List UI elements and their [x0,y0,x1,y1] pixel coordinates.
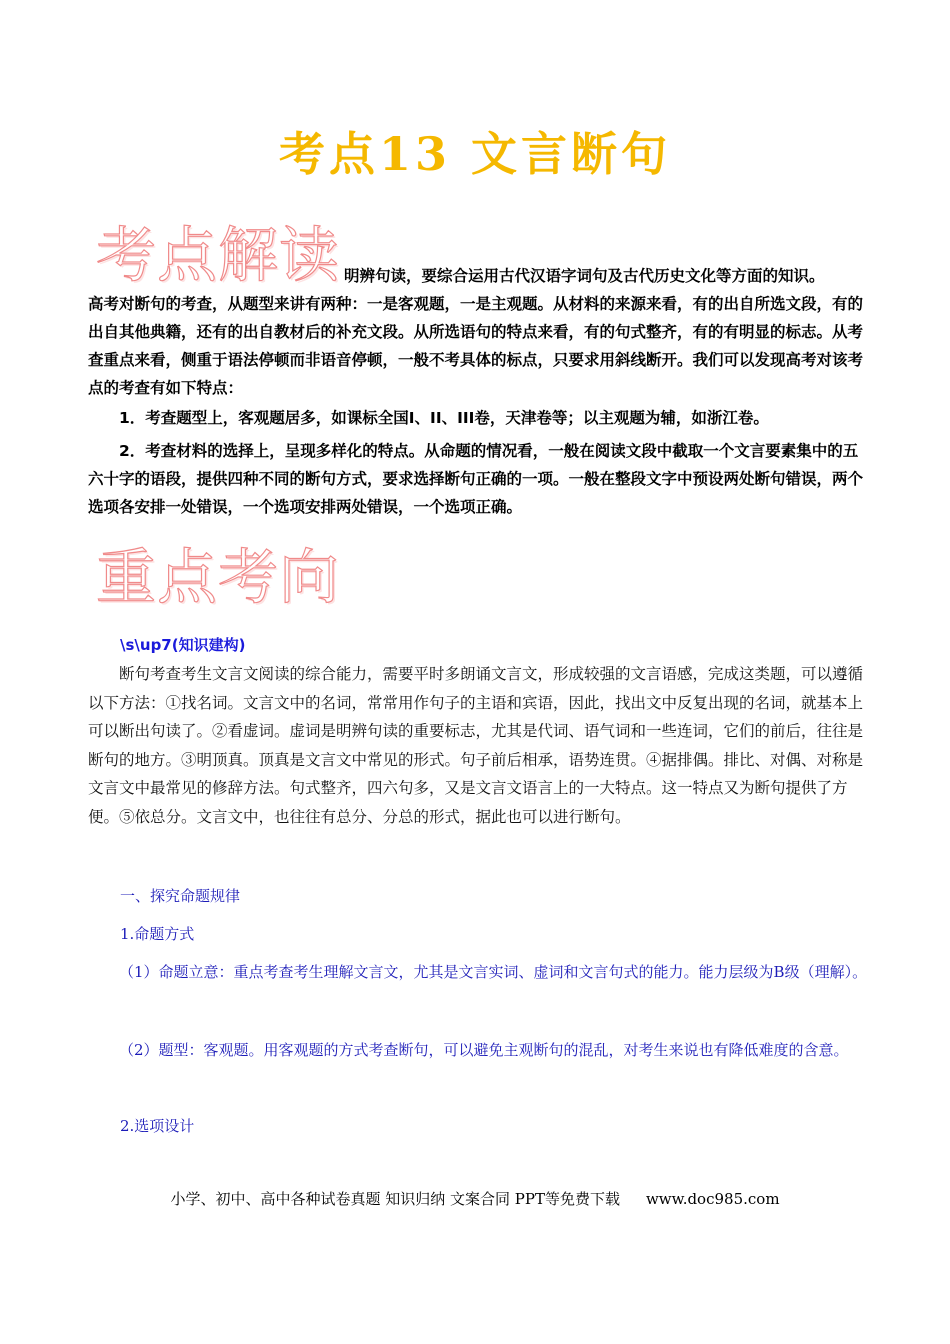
section-stamp-interpretation: 考点解读 [96,221,340,291]
footer-url[interactable]: www.doc985.com [645,1190,780,1208]
knowledge-heading: \s\up7(知识建构) [120,636,246,654]
footer [0,1188,950,1209]
point-1: 1．考查题型上，客观题居多，如课标全国I、II、III卷，天津卷等；以主观题为辅，如浙江卷。 [119,409,769,427]
point-2: 2．考查材料的选择上，呈现多样化的特点。从命题的情况看，一般在阅读文段中截取一个文言要素集中的五六十字的语段，提供四种不同的断句方式，要求选择断句正确的一项。一般在整段文字中预设两处断句错误，两个选项各安排一处错误，一个选项安排两处错误，一个选项正确。 [88,442,864,516]
knowledge-body: 断句考查考生文言文阅读的综合能力，需要平时多朗诵文言文，形成较强的文言语感，完成这类题，可以遵循以下方法：①找名词。文言文中的名词，常常用作句子的主语和宾语，因此，找出文中反复出现的名词，就基本上可以断出句读了。②看虚词。虚词是明辨句读的重要标志，尤其是代词、语气词和一些连词，它们的前后，往往是断句的地方。③明顶真。顶真是文言文中常见的形式。句子前后相承，语势连贯。④据排偶。排比、对偶、对称是文言文中最常见的修辞方法。句式整齐，四六句多，又是文言文语言上的一大特点。这一特点又为断句提供了方便。⑤依总分。文言文中，也往往有总分、分总的形式，据此也可以进行断句。 [88,665,864,826]
lead-body: 高考对断句的考查，从题型来讲有两种：一是客观题，一是主观题。从材料的来源来看，有的出自所选文段，有的出自其他典籍，还有的出自教材后的补充文段。从所选语句的特点来看，有的句式整齐，有的有明显的标志。从考查重点来看，侧重于语法停顿而非语音停顿，一般不考具体的标点，只要求用斜线断开。我们可以发现高考对该考点的考查有如下特点： [88,295,864,397]
section-stamp-focus: 重点考向 [96,543,340,613]
section-heading: 一、探究命题规律 [120,887,241,905]
subsection-2: 2.选项设计 [120,1117,195,1135]
subsection-1: 1.命题方式 [120,925,195,943]
footer-text: 小学、初中、高中各种试卷真题 知识归纳 文案合同 PPT等免费下载 [170,1190,620,1208]
item-1: （1）命题立意：重点考查考生理解文言文，尤其是文言实词、虚词和文言句式的能力。能力层级为B级（理解）。 [119,963,868,981]
page-title: 考点13 文言断句 [278,127,672,181]
lead-first-line: 明辨句读，要综合运用古代汉语字词句及古代历史文化等方面的知识。 [344,267,825,285]
lead-paragraph [88,262,870,402]
item-2: （2）题型：客观题。用客观题的方式考查断句，可以避免主观断句的混乱，对考生来说也有降低难度的含意。 [119,1041,849,1059]
